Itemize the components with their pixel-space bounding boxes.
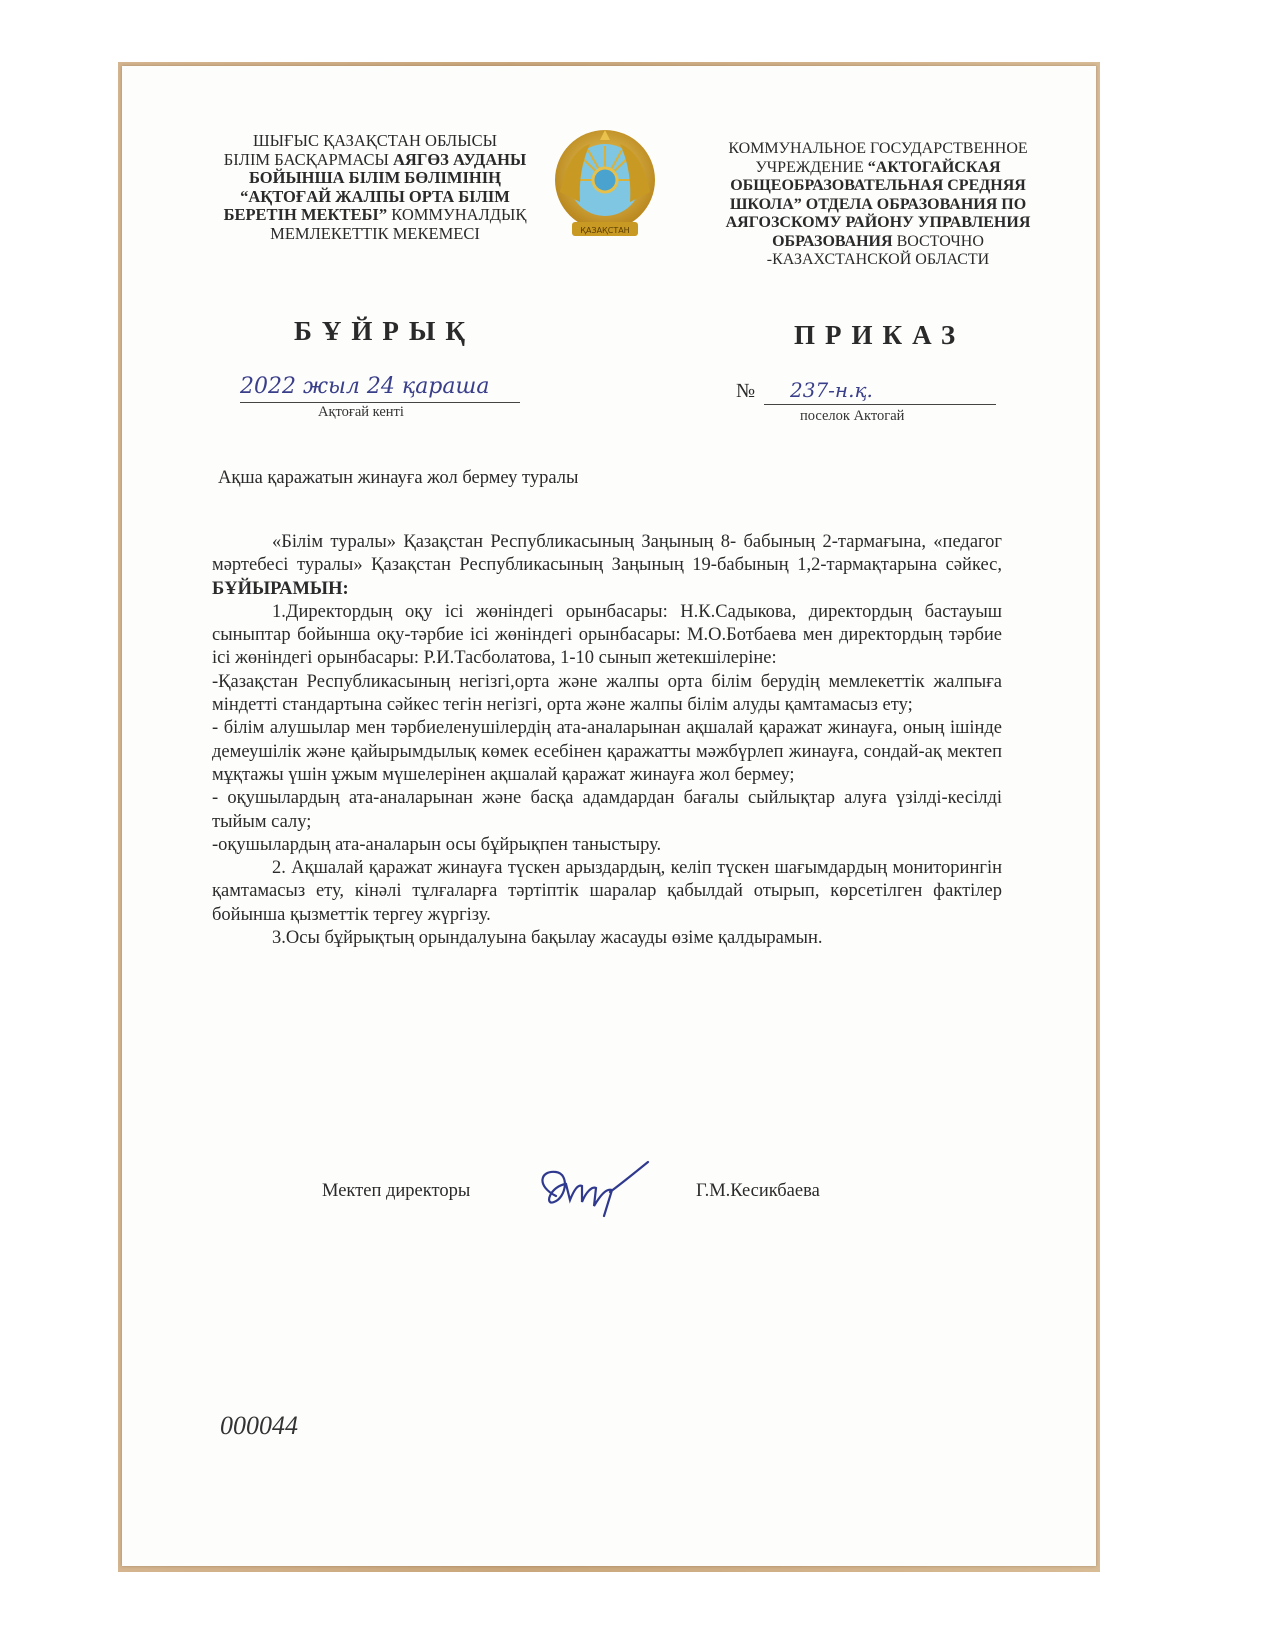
order-body [212,531,1002,950]
number-prefix: № [736,380,756,402]
title-ru: ПРИКАЗ [794,320,966,350]
body-dash1: -Қазақстан Республикасының негізгі,орта және жалпы орта білім берудің мемлекеттік жалпыға міндетті стандартына сәйкес тегін негізгі, орта және жалпы білім алуды қамтамасыз ету; [212,671,1002,716]
body-item1: 1.Директордың оқу ісі жөніндегі орынбасары: Н.К.Садыкова, директордың бастауыш сыныптар бойынша оқу-тәрбие ісі жөніндегі орынбасары: М.О.Ботбаева мен директордың тәрбие ісі жөніндегі орынбасары: Р.И.Тасболатова, 1-10 сынып жетекшілеріне: [212,601,1002,669]
header-right-line5: АЯГОЗСКОМУ РАЙОНУ УПРАВЛЕНИЯ [725,214,1031,231]
body-intro [212,531,1002,601]
body-intro-bold: БҰЙЫРАМЫН: [212,578,349,599]
header-right-line1: КОММУНАЛЬНОЕ ГОСУДАРСТВЕННОЕ [728,140,1028,157]
header-right-line6-bold: ОБРАЗОВАНИЯ [772,232,893,250]
state-emblem-icon [550,122,660,252]
body-dash2: - білім алушылар мен тәрбиеленушілердің ата-аналарынан ақшалай қаражат жинауға, оның ішінде демеушілік және қайырымдылық көмек есебінен қаражатты мәжбүрлеп жинауға, сондай-ақ мектеп мұқтажы үшін ұжым мүшелерінен ақшалай қаражат жинауға жол бермеу; [212,718,1002,785]
signature-icon [526,1156,656,1226]
title-kz: БҰЙРЫҚ [294,316,475,346]
header-right-line2-normal: УЧРЕЖДЕНИЕ [755,158,864,176]
document-page [122,66,1096,1566]
emblem-ribbon-text: ҚАЗАҚСТАН [580,226,630,235]
header-right-line3: ОБЩЕОБРАЗОВАТЕЛЬНАЯ СРЕДНЯЯ [730,177,1026,194]
header-right-line6 [718,233,1038,252]
place-ru: поселок Актогай [800,408,905,424]
header-left-line2 [210,151,540,170]
header-left-line2-normal: БІЛІМ БАСҚАРМАСЫ [223,149,389,169]
handwritten-date: 2022 жыл 24 қараша [240,374,490,399]
header-left [210,132,540,243]
order-subject: Ақша қаражатын жинауға жол бермеу туралы [218,468,579,488]
header-left-line5 [210,206,540,225]
header-left-line5-normal: КОММУНАЛДЫҚ [391,205,527,224]
body-item3: 3.Осы бұйрықтың орындалуына бақылау жасауды өзіме қалдырамын. [272,928,823,949]
place-kz: Ақтоғай кенті [318,404,404,420]
header-right-line7: -КАЗАХСТАНСКОЙ ОБЛАСТИ [766,251,990,268]
header-left-line1: ШЫҒЫС ҚАЗАҚСТАН ОБЛЫСЫ [253,131,497,150]
date-underline [240,402,520,403]
number-underline [764,404,996,405]
header-right [718,140,1038,270]
header-right-line4: ШКОЛА” ОТДЕЛА ОБРАЗОВАНИЯ ПО [729,195,1027,213]
signature-name: Г.М.Кесикбаева [696,1181,820,1201]
body-dash4: -оқушылардың ата-аналарын осы бұйрықпен таныстыру. [212,834,662,855]
header-left-line2-bold: АЯГӨЗ АУДАНЫ [392,149,527,169]
header-right-line2 [718,159,1038,178]
registry-number: 000044 [220,1411,298,1440]
header-right-line2-bold: “АКТОГАЙСКАЯ [867,158,1001,176]
header-left-line6: МЕМЛЕКЕТТІК МЕКЕМЕСІ [270,223,480,243]
header-left-line5-bold: БЕРЕТІН МЕКТЕБІ” [223,205,388,224]
header-left-line3: БОЙЫНША БІЛІМ БӨЛІМІНІҢ [249,168,501,187]
header-right-line6-normal: ВОСТОЧНО [896,232,984,250]
body-dash3: - оқушылардың ата-аналарынан және басқа адамдардан бағалы сыйлықтар алуға үзілді-кесілді тыйым салу; [212,788,1002,832]
signature-role: Мектеп директоры [322,1181,471,1201]
header-left-line4: “АҚТОҒАЙ ЖАЛПЫ ОРТА БІЛІМ [240,186,510,206]
handwritten-number: 237-н.қ. [790,378,873,402]
body-item2: 2. Ақшалай қаражат жинауға түскен арыздардың, келіп түскен шағымдардың мониторингін қамтамасыз ету, кінәлі тұлғаларға тәртіптік шаралар қабылдай отырып, көрсетілген фактілер бойынша қызметтік тергеу жүргізу. [212,858,1002,925]
body-intro-text: «Білім туралы» Қазақстан Республикасының Заңының 8- бабының 2-тармағына, «педагог мәртебесі туралы» Қазақстан Республикасының Заңының 19-бабының 1,2-тармақтарына сәйкес, [212,532,1002,576]
